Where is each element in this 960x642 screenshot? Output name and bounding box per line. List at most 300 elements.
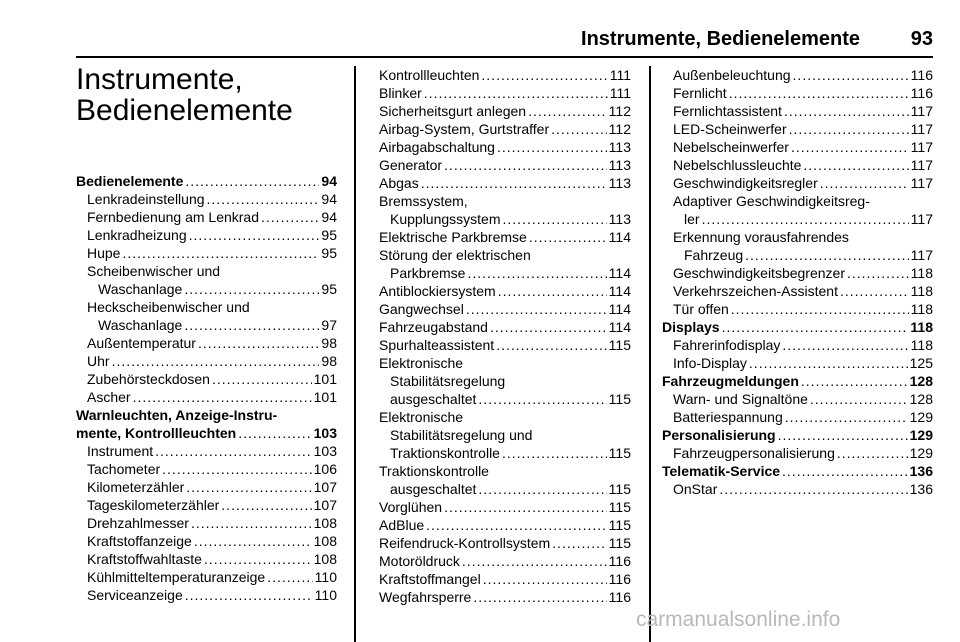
toc-page-number: 110 [314,569,337,585]
toc-entry-text: Störung der elektrischen [379,247,531,263]
toc-entry-text: Bedienelemente [76,173,184,189]
dot-leader [184,316,319,334]
toc-entry-text: Zubehörsteckdosen [87,371,210,387]
toc-page-number: 115 [608,337,631,353]
toc-entry [662,480,933,498]
toc-entry-text: Generator [379,157,443,173]
toc-entry [368,408,631,426]
dot-leader [261,208,319,226]
toc-page-number: 115 [608,499,631,515]
toc-page-number: 111 [609,85,631,101]
toc-entry [368,498,631,516]
toc-page-number: 97 [321,317,337,333]
toc-entry [662,264,933,282]
toc-page-number: 107 [313,479,337,495]
toc-entry [76,280,337,298]
toc-entry [368,552,631,570]
toc-entry [76,190,337,208]
toc-entry [662,408,933,426]
toc-entry [368,516,631,534]
watermark: carmanualsonline.info [636,608,841,631]
toc-page-number: 129 [909,427,933,443]
toc-entry [368,282,631,300]
toc-section-heading [662,426,933,444]
toc-entry-text: Wegfahrsperre [379,589,472,605]
page-number: 93 [910,28,933,50]
toc-entry-text: Fernbedienung am Lenkrad [87,209,260,225]
dot-leader [467,264,606,282]
toc-page-number: 103 [313,443,337,459]
toc-entry-text: Kupplungssystem [390,211,501,227]
toc-entry [368,534,631,552]
toc-entry [662,354,933,372]
toc-entry [662,336,933,354]
dot-leader [801,372,908,390]
toc-page-number: 95 [321,281,337,297]
toc-page-number: 103 [313,425,337,441]
toc-page-number: 116 [608,571,631,587]
dot-leader [702,210,909,228]
toc-entry-text: mente, Kontrollleuchten [76,425,237,441]
toc-entry [368,588,631,606]
dot-leader [784,102,909,120]
dot-leader [194,532,312,550]
dot-leader [444,156,607,174]
toc-entry [368,570,631,588]
toc-page-number: 115 [608,445,631,461]
toc-page-number: 115 [608,517,631,533]
dot-leader [793,66,909,84]
toc-entry-text: Kontrollleuchten [379,67,480,83]
toc-page-number: 117 [910,175,933,191]
toc-page-number: 118 [910,265,933,281]
toc-page-number: 112 [608,121,631,137]
toc-entry [76,514,337,532]
toc-entry [368,462,631,480]
toc-page-number: 128 [909,373,933,389]
toc-entry [76,532,337,550]
toc-page-number: 129 [909,445,933,461]
toc-entry [662,138,933,156]
toc-entry [76,316,337,334]
toc-page-number: 128 [909,391,933,407]
toc-entry [368,318,631,336]
toc-entry [662,228,933,246]
toc-entry [76,298,337,316]
chapter-title-line-2: Bedienelemente [76,94,293,127]
dot-leader [162,460,311,478]
toc-entry [76,568,337,586]
toc-entry-text: Waschanlage [98,281,183,297]
toc-entry [368,372,631,390]
toc-entry-text: Fernlichtassistent [673,103,782,119]
dot-leader [529,228,607,246]
toc-entry-text: Batteriespannung [673,409,783,425]
toc-section-heading [76,172,337,190]
toc-page-number: 113 [608,211,631,227]
toc-entry-text: Parkbremse [390,265,466,281]
toc-entry [368,336,631,354]
dot-leader [198,334,319,352]
toc-entry-text: Nebelscheinwerfer [673,139,789,155]
toc-page-number: 110 [314,587,337,603]
toc-entry [368,390,631,408]
toc-entry [368,210,631,228]
dot-leader [719,480,907,498]
toc-entry [368,354,631,372]
dot-leader [185,172,319,190]
toc-entry-text: ausgeschaltet [390,391,477,407]
dot-leader [204,550,312,568]
dot-leader [837,444,908,462]
toc-page-number: 95 [321,245,337,261]
dot-leader [483,570,607,588]
toc-column-2 [368,66,631,606]
chapter-title [76,64,293,126]
toc-page-number: 136 [909,481,933,497]
toc-page-number: 94 [321,209,337,225]
dot-leader [745,246,909,264]
toc-entry [368,426,631,444]
toc-section-heading [662,462,933,480]
toc-entry [662,282,933,300]
toc-entry-text: Außenbeleuchtung [673,67,791,83]
toc-section-heading [662,318,933,336]
toc-page-number: 101 [313,371,337,387]
toc-entry-text: Tageskilometerzähler [87,497,220,513]
dot-leader [444,498,607,516]
toc-entry [662,174,933,192]
toc-page-number: 108 [313,551,337,567]
dot-leader [155,442,312,460]
toc-entry [76,262,337,280]
dot-leader [749,354,908,372]
toc-entry-text: Warnleuchten, Anzeige-Instru- [76,407,278,423]
toc-entry-text: Erkennung vorausfahrendes [673,229,849,245]
toc-entry-text: Info-Display [673,355,747,371]
toc-entry [76,442,337,460]
dot-leader [722,318,909,336]
toc-entry-text: Stabilitätsregelung [390,373,506,389]
toc-page-number: 117 [910,157,933,173]
dot-leader [112,352,320,370]
dot-leader [424,84,608,102]
toc-entry [76,370,337,388]
toc-entry-text: Elektrische Parkbremse [379,229,527,245]
toc-entry [368,174,631,192]
toc-entry-text: Airbag-System, Gurtstraffer [379,121,550,137]
toc-entry-text: Telematik-Service [662,463,781,479]
dot-leader [473,588,606,606]
toc-entry-text: Fahrerinfodisplay [673,337,781,353]
toc-entry-text: Scheibenwischer und [87,263,221,279]
toc-entry [662,156,933,174]
toc-page-number: 118 [910,301,933,317]
toc-entry [76,226,337,244]
toc-entry [368,300,631,318]
dot-leader [847,264,909,282]
toc-page-number: 94 [321,173,337,189]
toc-entry [76,550,337,568]
dot-leader [185,586,313,604]
dot-leader [528,102,607,120]
toc-entry-text: Tür offen [673,301,729,317]
toc-page-number: 98 [321,353,337,369]
toc-entry-text: Ascher [87,389,131,405]
toc-entry-text: ausgeschaltet [390,481,477,497]
toc-entry [76,496,337,514]
toc-entry-text: Waschanlage [98,317,183,333]
column-divider-1 [354,66,356,642]
toc-page-number: 101 [313,389,337,405]
toc-entry-text: Fahrzeugabstand [379,319,488,335]
toc-entry-text: Sicherheitsgurt anlegen [379,103,527,119]
toc-page-number: 114 [608,229,631,245]
toc-entry [76,460,337,478]
toc-entry-text: Nebelschlussleuchte [673,157,802,173]
toc-page-number: 117 [910,211,933,227]
dot-leader [478,480,606,498]
toc-entry-text: Kilometerzähler [87,479,185,495]
toc-entry-text: Heckscheibenwischer und [87,299,250,315]
dot-leader [502,444,607,462]
dot-leader [426,516,607,534]
toc-entry [368,120,631,138]
toc-page-number: 117 [910,103,933,119]
toc-page-number: 114 [608,265,631,281]
toc-page-number: 117 [910,247,933,263]
toc-page-number: 115 [608,481,631,497]
dot-leader [421,174,607,192]
toc-page-number: 114 [608,283,631,299]
toc-page-number: 108 [313,533,337,549]
toc-page-number: 115 [608,391,631,407]
toc-entry-text: Abgas [379,175,419,191]
toc-entry [662,210,933,228]
toc-page-number: 108 [313,515,337,531]
toc-section-heading [76,406,337,424]
dot-leader [729,84,909,102]
toc-page-number: 111 [609,67,631,83]
toc-entry-text: Bremssystem, [379,193,468,209]
toc-entry-text: Außentemperatur [87,335,196,351]
toc-entry [368,102,631,120]
toc-entry-text: Elektronische [379,409,464,425]
toc-entry [76,352,337,370]
dot-leader [221,496,311,514]
toc-section-heading [76,424,337,442]
toc-page-number: 136 [909,463,933,479]
toc-page-number: 115 [608,535,631,551]
dot-leader [552,534,607,552]
toc-entry-text: Elektronische [379,355,464,371]
toc-page-number: 114 [608,301,631,317]
toc-entry-text: AdBlue [379,517,425,533]
toc-entry-text: Fernlicht [673,85,727,101]
toc-page-number: 116 [910,67,933,83]
toc-page-number: 117 [910,139,933,155]
dot-leader [186,478,311,496]
toc-entry-text: Warn- und Signaltöne [673,391,808,407]
toc-page-number: 118 [910,319,933,335]
toc-entry-text: Drehzahlmesser [87,515,189,531]
toc-entry [662,84,933,102]
toc-entry-text: OnStar [673,481,718,497]
toc-entry-text: Geschwindigkeitsbegrenzer [673,265,845,281]
dot-leader [791,138,909,156]
toc-entry [76,478,337,496]
toc-entry [76,334,337,352]
toc-entry-text: Geschwindigkeitsregler [673,175,818,191]
toc-entry-text: Hupe [87,245,121,261]
toc-entry [368,156,631,174]
toc-entry [662,192,933,210]
dot-leader [782,336,908,354]
toc-page-number: 95 [321,227,337,243]
column-divider-2 [649,66,651,642]
toc-entry [368,138,631,156]
toc-entry-text: Traktionskontrolle [390,445,500,461]
toc-page-number: 116 [608,589,631,605]
toc-entry-text: Personalisierung [662,427,776,443]
dot-leader [803,156,908,174]
toc-entry [368,246,631,264]
dot-leader [551,120,607,138]
toc-entry-text: Lenkradheizung [87,227,187,243]
toc-entry-text: Lenkradeinstellung [87,191,205,207]
dot-leader [840,282,909,300]
toc-page-number: 112 [608,103,631,119]
toc-entry-text: Traktionskontrolle [379,463,489,479]
dot-leader [785,408,908,426]
toc-entry-text: Airbagabschaltung [379,139,495,155]
dot-leader [462,552,607,570]
dot-leader [820,174,909,192]
toc-page-number: 125 [909,355,933,371]
toc-page-number: 117 [910,121,933,137]
toc-entry [662,444,933,462]
toc-entry-text: Fahrzeug [684,247,744,263]
toc-entry-text: Serviceanzeige [87,587,183,603]
toc-page-number: 98 [321,335,337,351]
dot-leader [122,244,319,262]
toc-entry [368,228,631,246]
toc-page-number: 118 [910,337,933,353]
toc-column-1 [76,172,337,604]
toc-entry-text: Tachometer [87,461,161,477]
toc-entry-text: Spurhalteassistent [379,337,495,353]
dot-leader [490,318,607,336]
dot-leader [133,388,312,406]
dot-leader [782,462,908,480]
toc-entry [368,66,631,84]
toc-page-number: 106 [313,461,337,477]
toc-entry-text: Blinker [379,85,422,101]
toc-entry-text: Instrument [87,443,154,459]
toc-entry [76,586,337,604]
toc-entry [662,102,933,120]
dot-leader [731,300,909,318]
toc-entry-text: Displays [662,319,720,335]
dot-leader [238,424,311,442]
toc-entry-text: Gangwechsel [379,301,464,317]
dot-leader [789,120,909,138]
toc-page-number: 113 [608,157,631,173]
toc-page-number: 118 [910,283,933,299]
toc-entry [76,208,337,226]
dot-leader [481,66,607,84]
toc-page-number: 113 [608,139,631,155]
toc-entry-text: Fahrzeugmeldungen [662,373,799,389]
header-title: Instrumente, Bedienelemente [581,28,860,50]
toc-entry-text: Adaptiver Geschwindigkeitsreg- [673,193,870,209]
toc-entry [368,264,631,282]
dot-leader [189,226,320,244]
toc-column-3 [662,66,933,498]
toc-entry-text: Verkehrszeichen-Assistent [673,283,838,299]
dot-leader [267,568,312,586]
toc-page-number: 129 [909,409,933,425]
toc-entry [368,192,631,210]
toc-entry-text: Vorglühen [379,499,443,515]
dot-leader [498,282,607,300]
toc-entry [662,390,933,408]
toc-entry-text: Kraftstoffmangel [379,571,481,587]
toc-entry-text: LED-Scheinwerfer [673,121,787,137]
chapter-title-line-1: Instrumente, [76,63,243,96]
toc-entry [662,300,933,318]
toc-page-number: 116 [608,553,631,569]
toc-page-number: 94 [321,191,337,207]
toc-entry [368,480,631,498]
dot-leader [191,514,312,532]
dot-leader [497,138,607,156]
toc-entry-text: Antiblockiersystem [379,283,496,299]
dot-leader [207,190,320,208]
toc-entry-text: Motoröldruck [379,553,460,569]
dot-leader [810,390,908,408]
toc-entry-text: Stabilitätsregelung und [390,427,533,443]
toc-entry-text: Kraftstoffwahltaste [87,551,202,567]
dot-leader [503,210,607,228]
toc-entry-text: Uhr [87,353,110,369]
toc-page-number: 113 [608,175,631,191]
dot-leader [478,390,606,408]
header-divider [76,56,933,58]
toc-page-number: 107 [313,497,337,513]
toc-entry [662,66,933,84]
toc-entry [76,388,337,406]
toc-entry [76,244,337,262]
toc-section-heading [662,372,933,390]
toc-page-number: 116 [910,85,933,101]
dot-leader [466,300,607,318]
toc-entry [368,444,631,462]
dot-leader [778,426,908,444]
dot-leader [496,336,606,354]
toc-entry [662,246,933,264]
toc-page-number: 114 [608,319,631,335]
toc-entry-text: Reifendruck-Kontrollsystem [379,535,551,551]
dot-leader [184,280,319,298]
toc-entry-text: Kraftstoffanzeige [87,533,192,549]
toc-entry-text: Fahrzeugpersonalisierung [673,445,835,461]
toc-entry-text: Kühlmitteltemperaturanzeige [87,569,266,585]
toc-entry [368,84,631,102]
toc-entry [662,120,933,138]
dot-leader [212,370,312,388]
toc-entry-text: ler [684,211,700,227]
